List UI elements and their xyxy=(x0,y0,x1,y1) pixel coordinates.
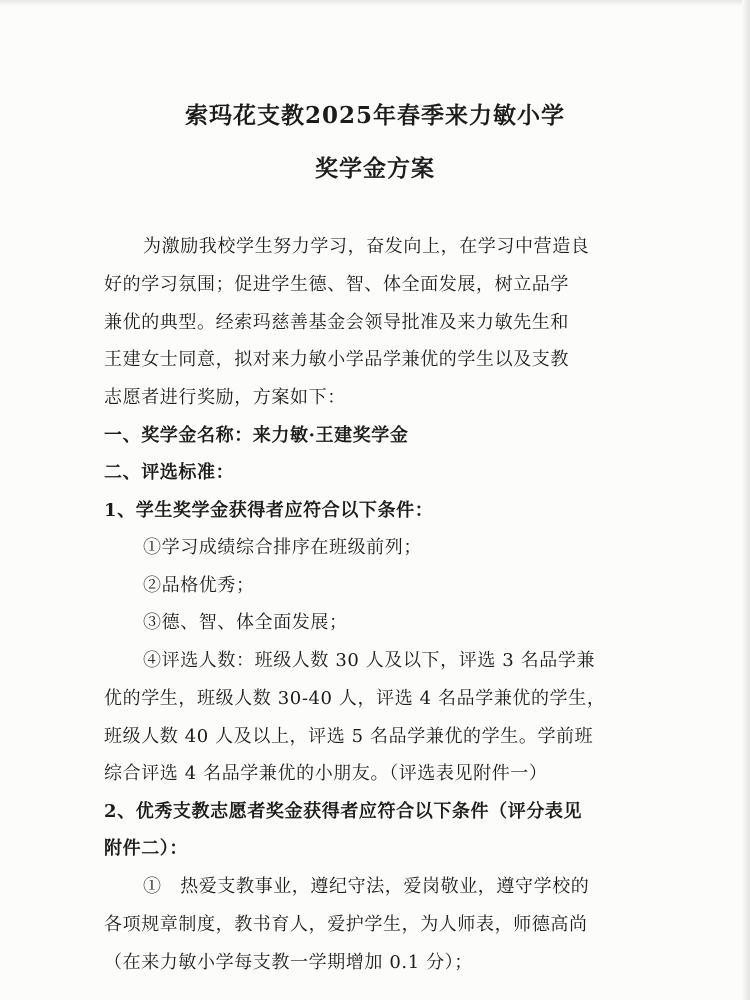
subsection-heading-volunteers: 2、优秀支教志愿者奖金获得者应符合以下条件（评分表见 xyxy=(104,801,583,822)
subsection-heading-volunteers-cont: 附件二）： xyxy=(104,838,188,859)
criteria-item: ②品格优秀； xyxy=(143,575,255,596)
paragraph-line: 王建女士同意，拟对来力敏小学品学兼优的学生以及支教 xyxy=(104,349,569,370)
document-title-line-2: 奖学金方案 xyxy=(315,155,435,182)
section-heading-name: 一、奖学金名称：来力敏·王建奖学金 xyxy=(104,425,409,446)
criteria-item: ④评选人数：班级人数 30 人及以下，评选 3 名品学兼 xyxy=(143,650,596,671)
paragraph-line: （在来力敏小学每支教一学期增加 0.1 分）； xyxy=(104,952,473,973)
criteria-item: ③德、智、体全面发展； xyxy=(143,612,348,633)
paragraph-line: 班级人数 40 人及以上，评选 5 名品学兼优的学生。学前班 xyxy=(104,726,594,747)
paragraph-line: 综合评选 4 名品学兼优的小朋友。（评选表见附件一） xyxy=(104,763,548,784)
paragraph-line: 优的学生，班级人数 30-40 人，评选 4 名品学兼优的学生， xyxy=(104,688,606,709)
subsection-heading-students: 1、学生奖学金获得者应符合以下条件： xyxy=(104,500,434,521)
paragraph-line: 为激励我校学生努力学习，奋发向上，在学习中营造良 xyxy=(143,236,590,257)
scan-edge-top xyxy=(0,0,750,6)
paragraph-line: 兼优的典型。经索玛慈善基金会领导批准及来力敏先生和 xyxy=(104,312,569,333)
document-title-line-1: 索玛花支教2025年春季来力敏小学 xyxy=(184,102,565,129)
paragraph-line: 各项规章制度，教书育人，爱护学生，为人师表，师德高尚 xyxy=(104,914,588,935)
section-heading-criteria: 二、评选标准： xyxy=(104,462,235,483)
criteria-item: ①学习成绩综合排序在班级前列； xyxy=(143,537,422,558)
criteria-item: ① 热爱支教事业，遵纪守法，爱岗敬业，遵守学校的 xyxy=(143,876,590,897)
paragraph-line: 好的学习氛围；促进学生德、智、体全面发展，树立品学 xyxy=(104,274,569,295)
paragraph-line: 志愿者进行奖励，方案如下： xyxy=(104,387,346,408)
